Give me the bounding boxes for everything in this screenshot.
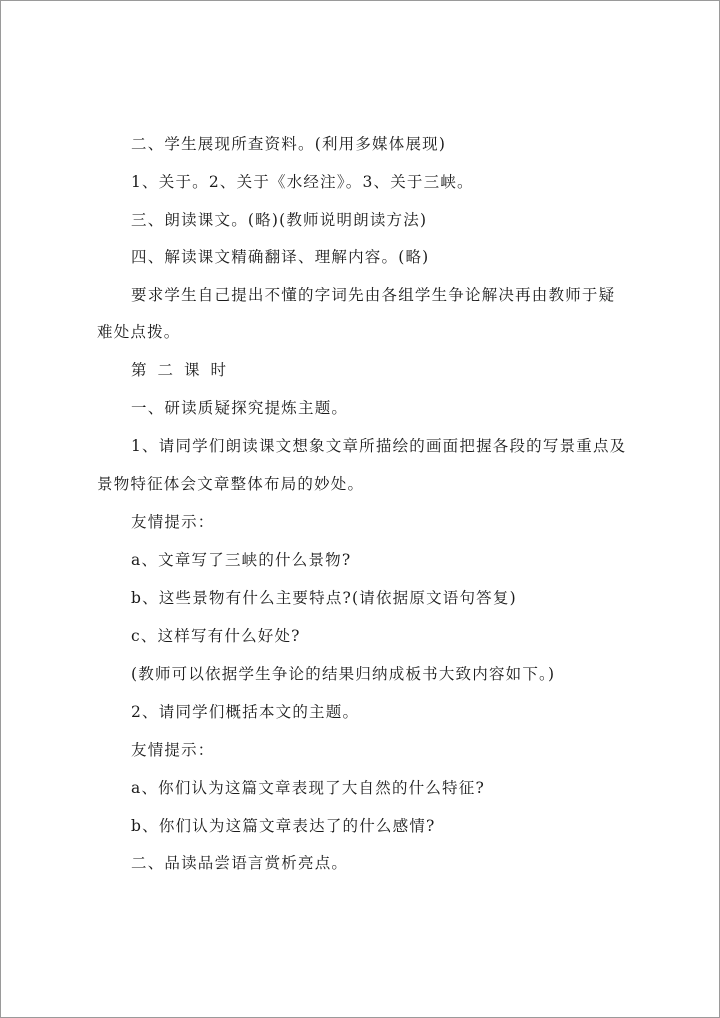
section-heading-2: 二、学生展现所查资料。(利用多媒体展现) xyxy=(131,135,447,153)
paragraph: (教师可以依据学生争论的结果归纳成板书大致内容如下。) xyxy=(131,665,556,683)
section-heading-1: 一、研读质疑探究提炼主题。 xyxy=(131,399,349,417)
paragraph: 1、请同学们朗读课文想象文章所描绘的画面把握各段的写景重点及 xyxy=(131,437,627,455)
lesson-heading: 第二课时 xyxy=(131,361,238,379)
section-heading-2: 二、品读品尝语言赏析亮点。 xyxy=(131,854,349,872)
list-item: a、文章写了三峡的什么景物? xyxy=(131,551,352,569)
tip-heading: 友情提示： xyxy=(131,513,215,531)
paragraph-continuation: 景物特征体会文章整体布局的妙处。 xyxy=(97,475,365,493)
paragraph: 要求学生自己提出不懂的字词先由各组学生争论解决再由教师于疑 xyxy=(131,286,616,304)
list-item: b、这些景物有什么主要特点?(请依据原文语句答复) xyxy=(131,589,517,607)
list-item: c、这样写有什么好处? xyxy=(131,627,301,645)
section-heading-4: 四、解读课文精确翻译、理解内容。(略) xyxy=(131,248,430,266)
section-heading-3: 三、朗读课文。(略)(教师说明朗读方法) xyxy=(131,211,428,229)
tip-heading: 友情提示： xyxy=(131,741,215,759)
paragraph-continuation: 难处点拨。 xyxy=(97,323,181,341)
list-item: a、你们认为这篇文章表现了大自然的什么特征? xyxy=(131,779,485,797)
paragraph: 2、请同学们概括本文的主题。 xyxy=(131,703,360,721)
list-item: b、你们认为这篇文章表达了的什么感情? xyxy=(131,817,436,835)
paragraph: 1、关于。2、关于《水经注》。3、关于三峡。 xyxy=(131,173,474,191)
